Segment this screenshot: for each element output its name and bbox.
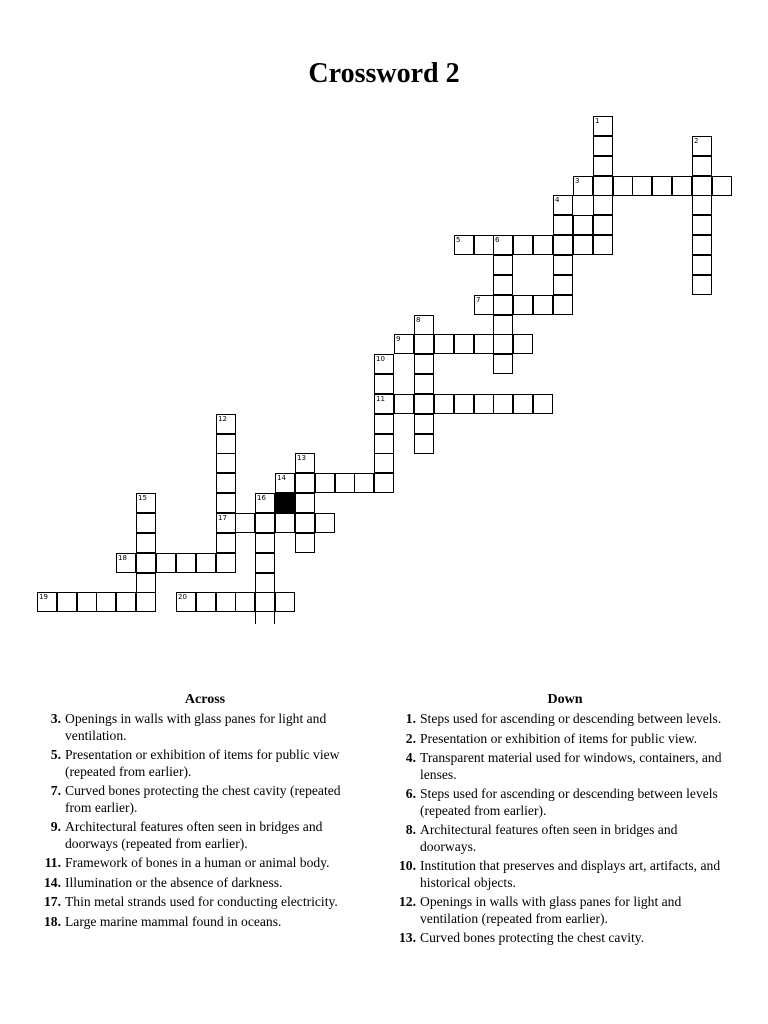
grid-cell[interactable] [96,592,116,612]
grid-cell[interactable] [493,275,513,295]
grid-cell[interactable] [216,513,236,533]
grid-cell[interactable] [255,513,275,533]
clue-number: 5. [50,747,61,762]
grid-cell[interactable] [593,235,613,255]
grid-cell[interactable] [136,533,156,553]
grid-cell[interactable] [136,592,156,612]
cell-number: 13 [297,454,306,462]
grid-cell[interactable] [493,255,513,275]
down-clue [395,750,735,783]
grid-cell[interactable] [493,235,513,255]
grid-cell[interactable] [374,374,394,394]
grid-cell[interactable] [255,573,275,593]
grid-cell[interactable] [692,215,712,235]
down-clue [395,822,735,855]
grid-cell[interactable] [434,394,454,414]
grid-cell[interactable] [553,215,573,235]
grid-cell[interactable] [295,533,315,553]
grid-cell[interactable] [216,493,236,513]
grid-cell[interactable] [593,176,613,196]
grid-cell[interactable] [573,215,593,235]
cell-number: 9 [396,335,401,343]
grid-cell[interactable] [493,394,513,414]
clue-text: Openings in walls with glass panes for light and ventilation. [65,711,327,743]
cell-number: 3 [575,177,580,185]
grid-cell[interactable] [374,394,394,414]
down-clue [395,858,735,891]
grid-cell[interactable] [493,334,513,354]
grid-cell[interactable] [573,176,593,196]
across-clue [40,711,370,744]
grid-cell[interactable] [553,195,573,215]
grid-cell[interactable] [692,176,712,196]
across-clue [40,747,370,780]
across-clue [40,894,370,911]
grid-cell[interactable] [196,553,216,573]
down-clue [395,731,735,748]
grid-cell[interactable] [513,295,533,315]
grid-cell[interactable] [533,394,553,414]
down-clue [395,711,735,728]
grid-cell[interactable] [136,573,156,593]
grid-cell[interactable] [295,473,315,493]
grid-cell[interactable] [156,553,176,573]
grid-cell-partial [255,612,275,624]
grid-cell[interactable] [553,275,573,295]
grid-cell[interactable] [374,453,394,473]
grid-cell[interactable] [136,493,156,513]
cell-number: 2 [694,137,699,145]
grid-cell[interactable] [593,116,613,136]
grid-cell[interactable] [454,235,474,255]
down-clue [395,786,735,819]
grid-cell[interactable] [454,334,474,354]
grid-cell[interactable] [593,136,613,156]
grid-cell[interactable] [493,295,513,315]
grid-cell[interactable] [295,453,315,473]
clue-text: Presentation or exhibition of items for public view. [420,730,697,746]
grid-cell[interactable] [493,354,513,374]
cell-number: 6 [495,236,500,244]
clue-text: Institution that preserves and displays art, artifacts, and historical objects. [420,858,721,890]
grid-cell[interactable] [275,592,295,612]
grid-cell[interactable] [593,195,613,215]
grid-cell[interactable] [394,334,414,354]
cell-number: 4 [555,196,560,204]
grid-cell[interactable] [354,473,374,493]
across-clue [40,875,370,892]
grid-cell[interactable] [315,513,335,533]
grid-cell[interactable] [136,553,156,573]
grid-cell[interactable] [573,235,593,255]
cell-number: 11 [376,395,385,403]
grid-cell[interactable] [394,394,414,414]
grid-cell[interactable] [216,434,236,454]
grid-cell[interactable] [235,513,255,533]
grid-cell[interactable] [216,533,236,553]
clue-text: Curved bones protecting the chest cavity (repeated from earlier). [65,783,341,815]
clue-number: 1. [405,711,416,726]
clue-text: Architectural features often seen in bridges and doorways (repeated from earlier). [65,819,323,851]
across-clue [40,819,370,852]
grid-cell[interactable] [474,235,494,255]
clue-text: Illumination or the absence of darkness. [65,874,283,890]
grid-cell[interactable] [136,513,156,533]
clue-number: 3. [50,711,61,726]
grid-cell[interactable] [692,195,712,215]
clue-number: 4. [405,750,416,765]
grid-cell[interactable] [374,473,394,493]
clue-number: 18. [44,913,61,929]
grid-cell[interactable] [712,176,732,196]
grid-cell[interactable] [414,334,434,354]
grid-cell[interactable] [374,354,394,374]
down-heading: Down [547,692,583,707]
grid-cell[interactable] [533,235,553,255]
grid-cell[interactable] [37,592,57,612]
grid-cell[interactable] [593,215,613,235]
clue-number: 2. [405,730,416,746]
grid-cell[interactable] [434,334,454,354]
grid-cell[interactable] [315,473,335,493]
clue-number: 8. [405,822,416,837]
grid-cell[interactable] [474,394,494,414]
grid-cell[interactable] [216,592,236,612]
grid-cell[interactable] [692,156,712,176]
grid-cell[interactable] [652,176,672,196]
grid-cell[interactable] [692,255,712,275]
cell-number: 18 [118,554,127,562]
grid-cell[interactable] [216,453,236,473]
cell-number: 7 [476,296,481,304]
cell-number: 1 [595,117,600,125]
clue-text: Steps used for ascending or descending between levels. [420,711,722,726]
clue-text: Curved bones protecting the chest cavity. [420,930,645,945]
grid-cell[interactable] [533,295,553,315]
clue-number: 14. [44,874,61,890]
down-clue-list [395,711,735,947]
grid-cell[interactable] [692,235,712,255]
grid-cell[interactable] [493,315,513,335]
across-clue-list [40,711,370,930]
cell-number: 15 [138,494,147,502]
cell-number: 17 [218,514,227,522]
grid-cell[interactable] [176,553,196,573]
across-clues [40,692,370,933]
grid-cell[interactable] [77,592,97,612]
grid-cell[interactable] [414,374,434,394]
grid-cell[interactable] [414,354,434,374]
grid-cell[interactable] [335,473,355,493]
grid-cell[interactable] [613,176,633,196]
grid-cell[interactable] [255,592,275,612]
clue-number: 7. [50,783,61,798]
grid-cell[interactable] [295,493,315,513]
cell-number: 19 [39,593,48,601]
cell-number: 16 [257,494,266,502]
black-square [275,493,295,513]
clue-number: 13. [399,930,416,945]
cell-number: 10 [376,355,385,363]
grid-cell[interactable] [692,275,712,295]
grid-cell[interactable] [235,592,255,612]
clue-text: Presentation or exhibition of items for public view (repeated from earlier). [65,747,340,779]
cell-number: 20 [178,593,187,601]
clue-number: 10. [399,858,416,873]
grid-cell[interactable] [672,176,692,196]
clue-text: Steps used for ascending or descending between levels (repeated from earlier). [420,786,718,818]
grid-cell[interactable] [216,473,236,493]
grid-cell[interactable] [414,315,434,335]
down-clues [395,692,735,950]
cell-number: 12 [218,415,227,423]
grid-cell[interactable] [255,493,275,513]
cell-number: 8 [416,316,421,324]
clue-text: Thin metal strands used for conducting electricity. [65,894,338,909]
grid-cell[interactable] [374,434,394,454]
across-clue [40,855,370,872]
grid-cell[interactable] [553,295,573,315]
grid-cell[interactable] [275,513,295,533]
grid-cell[interactable] [414,434,434,454]
clue-number: 11. [44,855,61,870]
grid-cell[interactable] [513,394,533,414]
grid-cell[interactable] [295,513,315,533]
grid-cell[interactable] [632,176,652,196]
grid-cell[interactable] [116,592,136,612]
grid-cell[interactable] [414,394,434,414]
grid-cell[interactable] [255,533,275,553]
grid-cell[interactable] [553,255,573,275]
grid-cell[interactable] [513,235,533,255]
grid-cell[interactable] [553,235,573,255]
cell-number: 14 [277,474,286,482]
clue-text: Architectural features often seen in bridges and doorways. [420,822,678,854]
grid-cell[interactable] [57,592,77,612]
clue-number: 9. [50,819,61,834]
grid-cell[interactable] [216,553,236,573]
puzzle-title: Crossword 2 [308,58,460,89]
grid-cell[interactable] [414,414,434,434]
grid-cell[interactable] [196,592,216,612]
grid-cell[interactable] [692,136,712,156]
grid-cell[interactable] [116,553,136,573]
across-heading: Across [184,692,226,707]
grid-cell[interactable] [513,334,533,354]
grid-cell[interactable] [216,414,236,434]
cell-number: 5 [456,236,461,244]
grid-cell[interactable] [176,592,196,612]
clue-number: 6. [405,786,416,801]
clue-text: Large marine mammal found in oceans. [65,913,282,929]
across-clue [40,914,370,931]
clue-number: 17. [44,894,61,909]
grid-cell[interactable] [454,394,474,414]
grid-cell[interactable] [474,295,494,315]
down-clue [395,930,735,947]
clue-text: Openings in walls with glass panes for light and ventilation (repeated from earlier). [420,894,682,926]
clue-text: Framework of bones in a human or animal body. [65,855,330,870]
grid-cell[interactable] [374,414,394,434]
grid-cell[interactable] [275,473,295,493]
down-clue [395,894,735,927]
grid-cell[interactable] [593,156,613,176]
grid-cell[interactable] [474,334,494,354]
across-clue [40,783,370,816]
grid-cell[interactable] [255,553,275,573]
clue-number: 12. [399,894,416,909]
clue-text: Transparent material used for windows, containers, and lenses. [420,750,722,782]
